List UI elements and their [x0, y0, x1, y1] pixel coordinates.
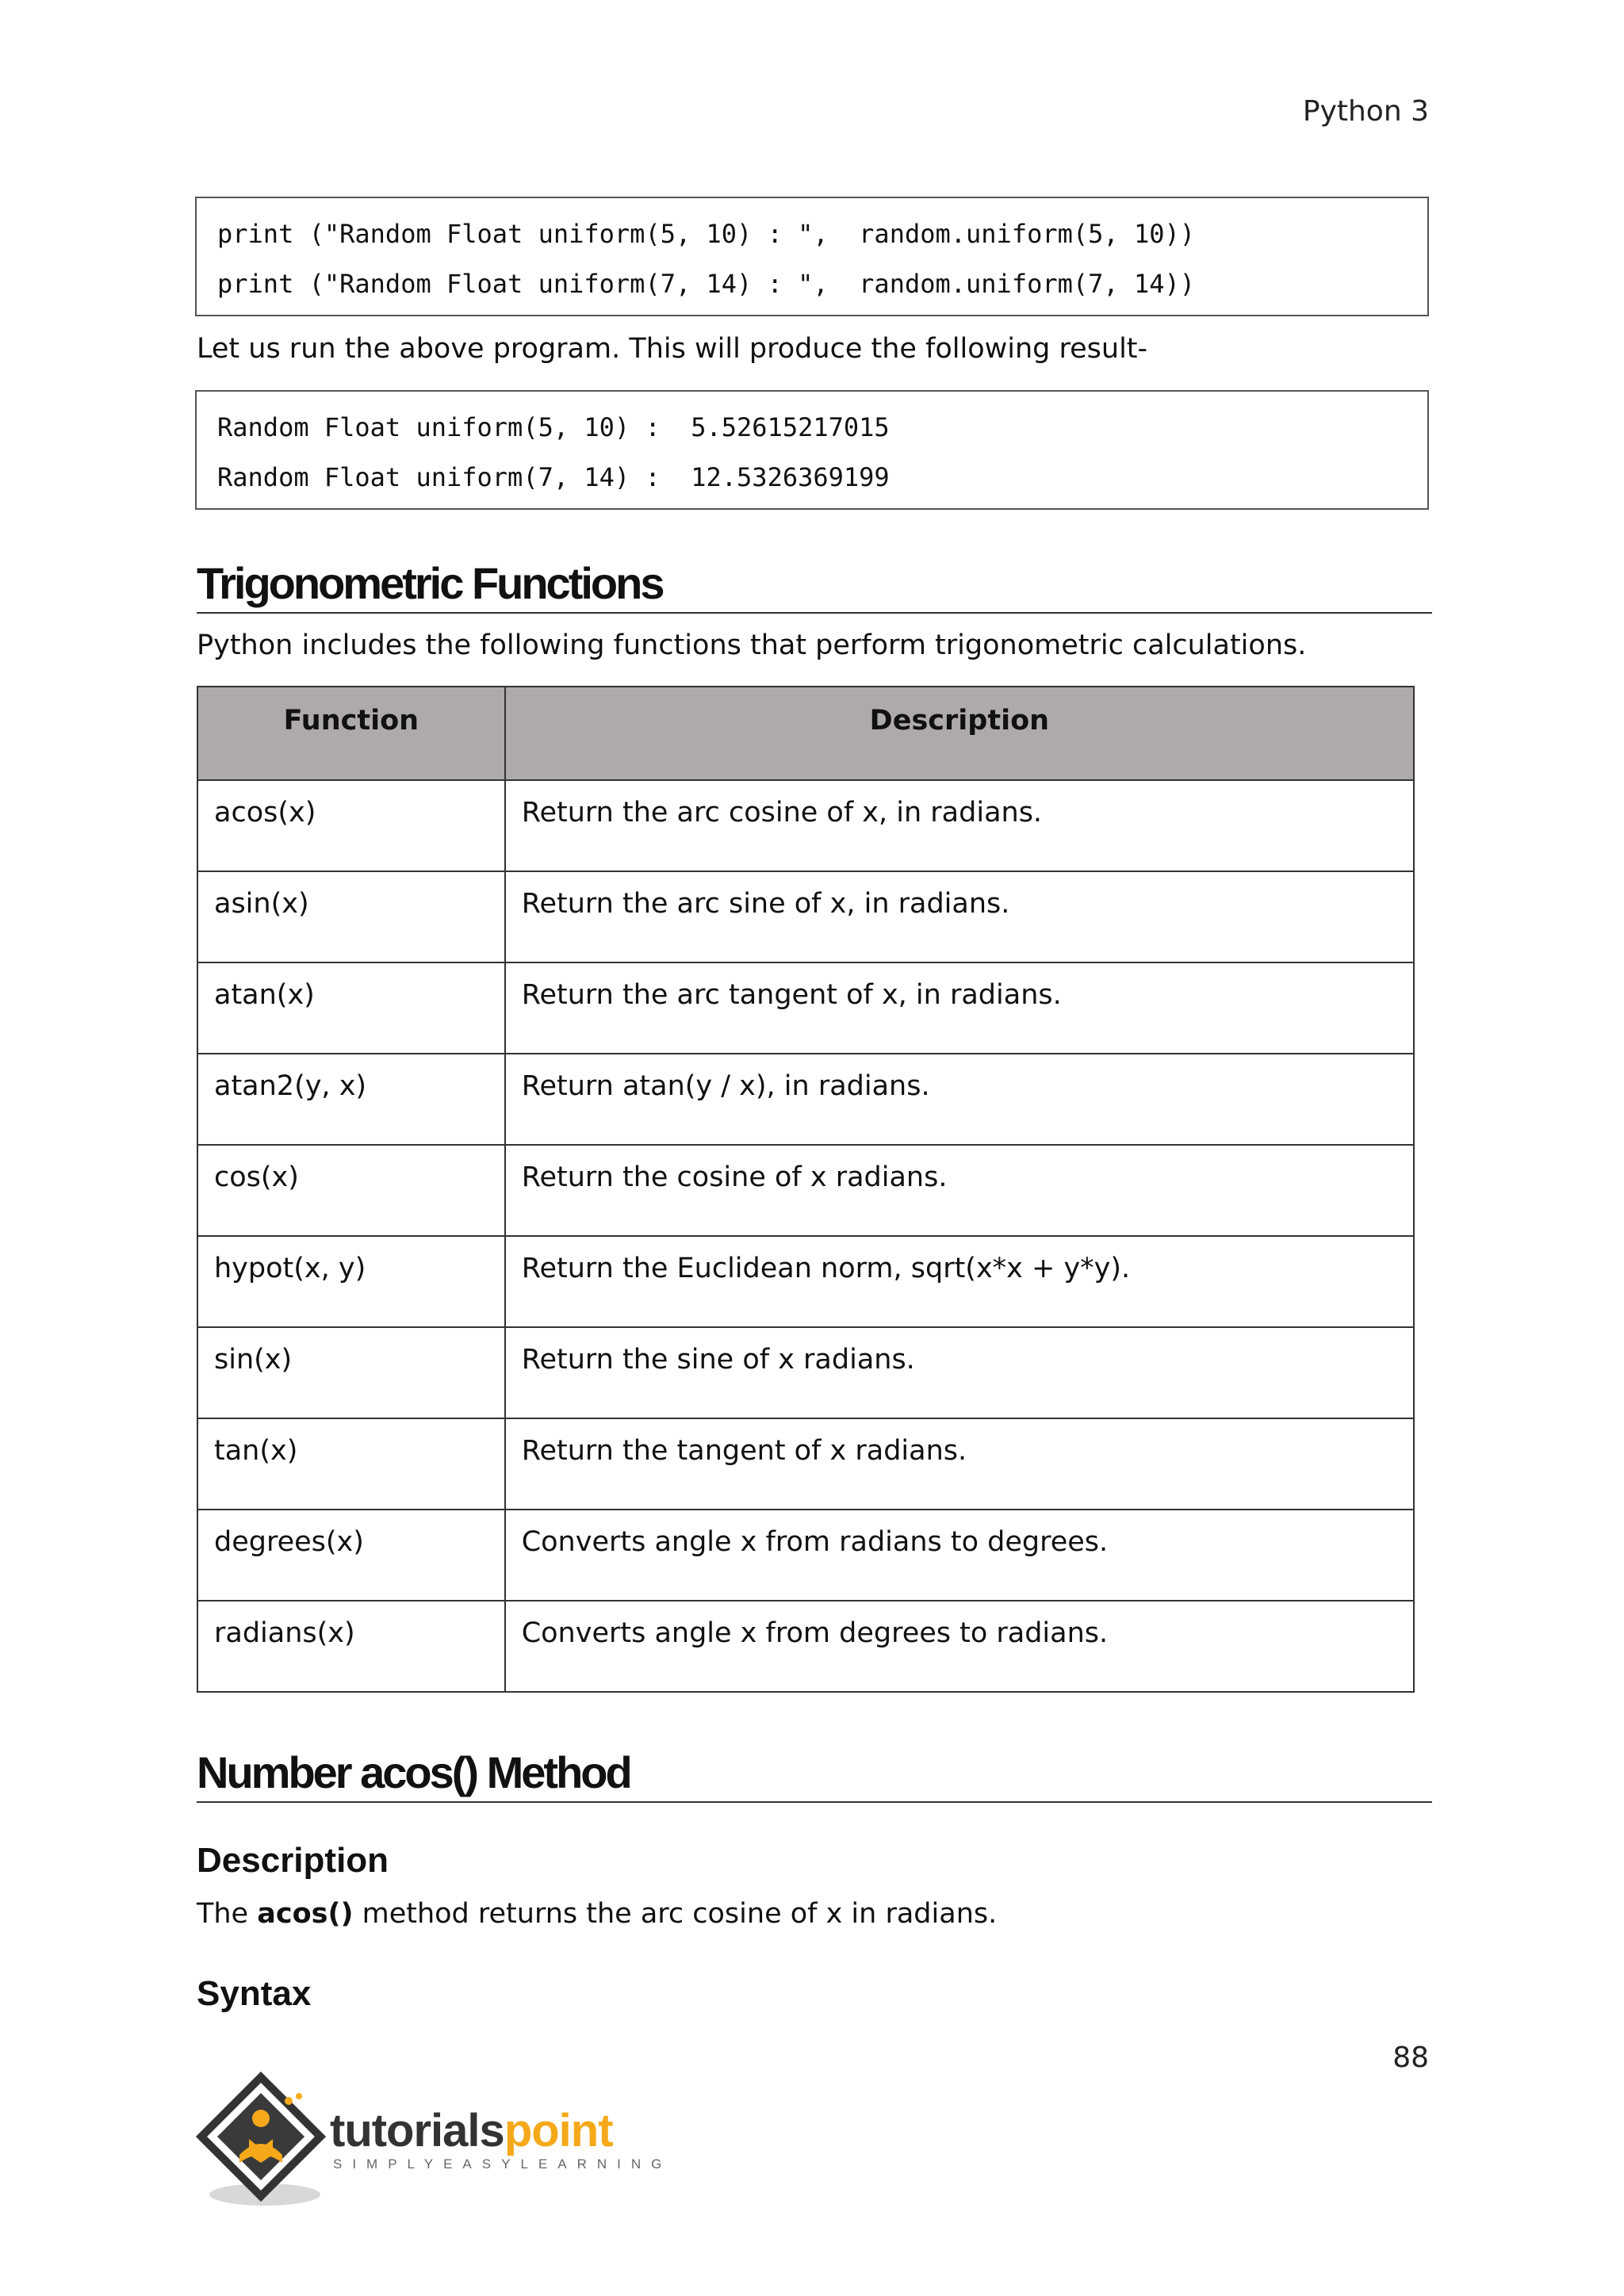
function-name: sin(x) [197, 1327, 505, 1418]
tutorialspoint-logo [193, 2069, 672, 2212]
syntax-heading: Syntax [197, 1974, 312, 2013]
code-line: print ("Random Float uniform(5, 10) : ", random.uniform(5, 10)) [217, 219, 1195, 249]
output-block [195, 390, 1429, 510]
table-row [197, 871, 1414, 962]
function-name: tan(x) [197, 1418, 505, 1510]
output-line: Random Float uniform(7, 14) : 12.5326369199 [217, 462, 890, 492]
section-title-trigonometric: Trigonometric Functions [197, 558, 1432, 614]
function-name: acos(x) [197, 780, 505, 871]
function-description: Return the arc sine of x, in radians. [505, 871, 1414, 962]
page-header-title: Python 3 [1302, 95, 1429, 128]
trig-intro: Python includes the following functions that perform trigonometric calculations. [197, 629, 1307, 661]
function-name: asin(x) [197, 871, 505, 962]
function-description: Return the tangent of x radians. [505, 1418, 1414, 1510]
table-row [197, 1236, 1414, 1327]
function-name: radians(x) [197, 1601, 505, 1692]
description-prefix: The [197, 1898, 258, 1930]
section-title-acos-method: Number acos() Method [197, 1747, 1432, 1803]
logo-tagline: SIMPLYEASYLEARNING [333, 2156, 672, 2172]
table-row [197, 1601, 1414, 1692]
function-description: Converts angle x from radians to degrees. [505, 1510, 1414, 1601]
run-text: Let us run the above program. This will produce the following result- [197, 333, 1148, 365]
function-description: Converts angle x from degrees to radians. [505, 1601, 1414, 1692]
table-row [197, 1327, 1414, 1418]
table-row [197, 962, 1414, 1054]
function-description: Return atan(y / x), in radians. [505, 1054, 1414, 1145]
table-row [197, 1145, 1414, 1236]
logo-name-part1: tutorials [330, 2105, 504, 2156]
method-name: acos() [257, 1898, 354, 1930]
function-name: atan(x) [197, 962, 505, 1054]
table-row [197, 1054, 1414, 1145]
table-row [197, 1418, 1414, 1510]
functions-table [197, 686, 1415, 1693]
output-line: Random Float uniform(5, 10) : 5.52615217015 [217, 412, 890, 442]
table-row [197, 780, 1414, 871]
page-number: 88 [1392, 2042, 1429, 2074]
function-name: atan2(y, x) [197, 1054, 505, 1145]
function-description: Return the Euclidean norm, sqrt(x*x + y*y). [505, 1236, 1414, 1327]
column-header-description: Description [505, 687, 1414, 780]
description-heading: Description [197, 1841, 389, 1880]
acos-description [197, 1898, 997, 1930]
column-header-function: Function [197, 687, 505, 780]
function-name: degrees(x) [197, 1510, 505, 1601]
function-description: Return the cosine of x radians. [505, 1145, 1414, 1236]
logo-diamond-icon [193, 2069, 328, 2212]
table-header-row [197, 687, 1414, 780]
description-suffix: method returns the arc cosine of x in radians. [353, 1898, 998, 1930]
function-name: cos(x) [197, 1145, 505, 1236]
code-line: print ("Random Float uniform(7, 14) : ", random.uniform(7, 14)) [217, 269, 1195, 299]
logo-name-part2: point [504, 2105, 613, 2156]
logo-wordmark [330, 2104, 613, 2157]
function-description: Return the arc cosine of x, in radians. [505, 780, 1414, 871]
function-name: hypot(x, y) [197, 1236, 505, 1327]
function-description: Return the sine of x radians. [505, 1327, 1414, 1418]
table-row [197, 1510, 1414, 1601]
code-block [195, 197, 1429, 316]
function-description: Return the arc tangent of x, in radians. [505, 962, 1414, 1054]
